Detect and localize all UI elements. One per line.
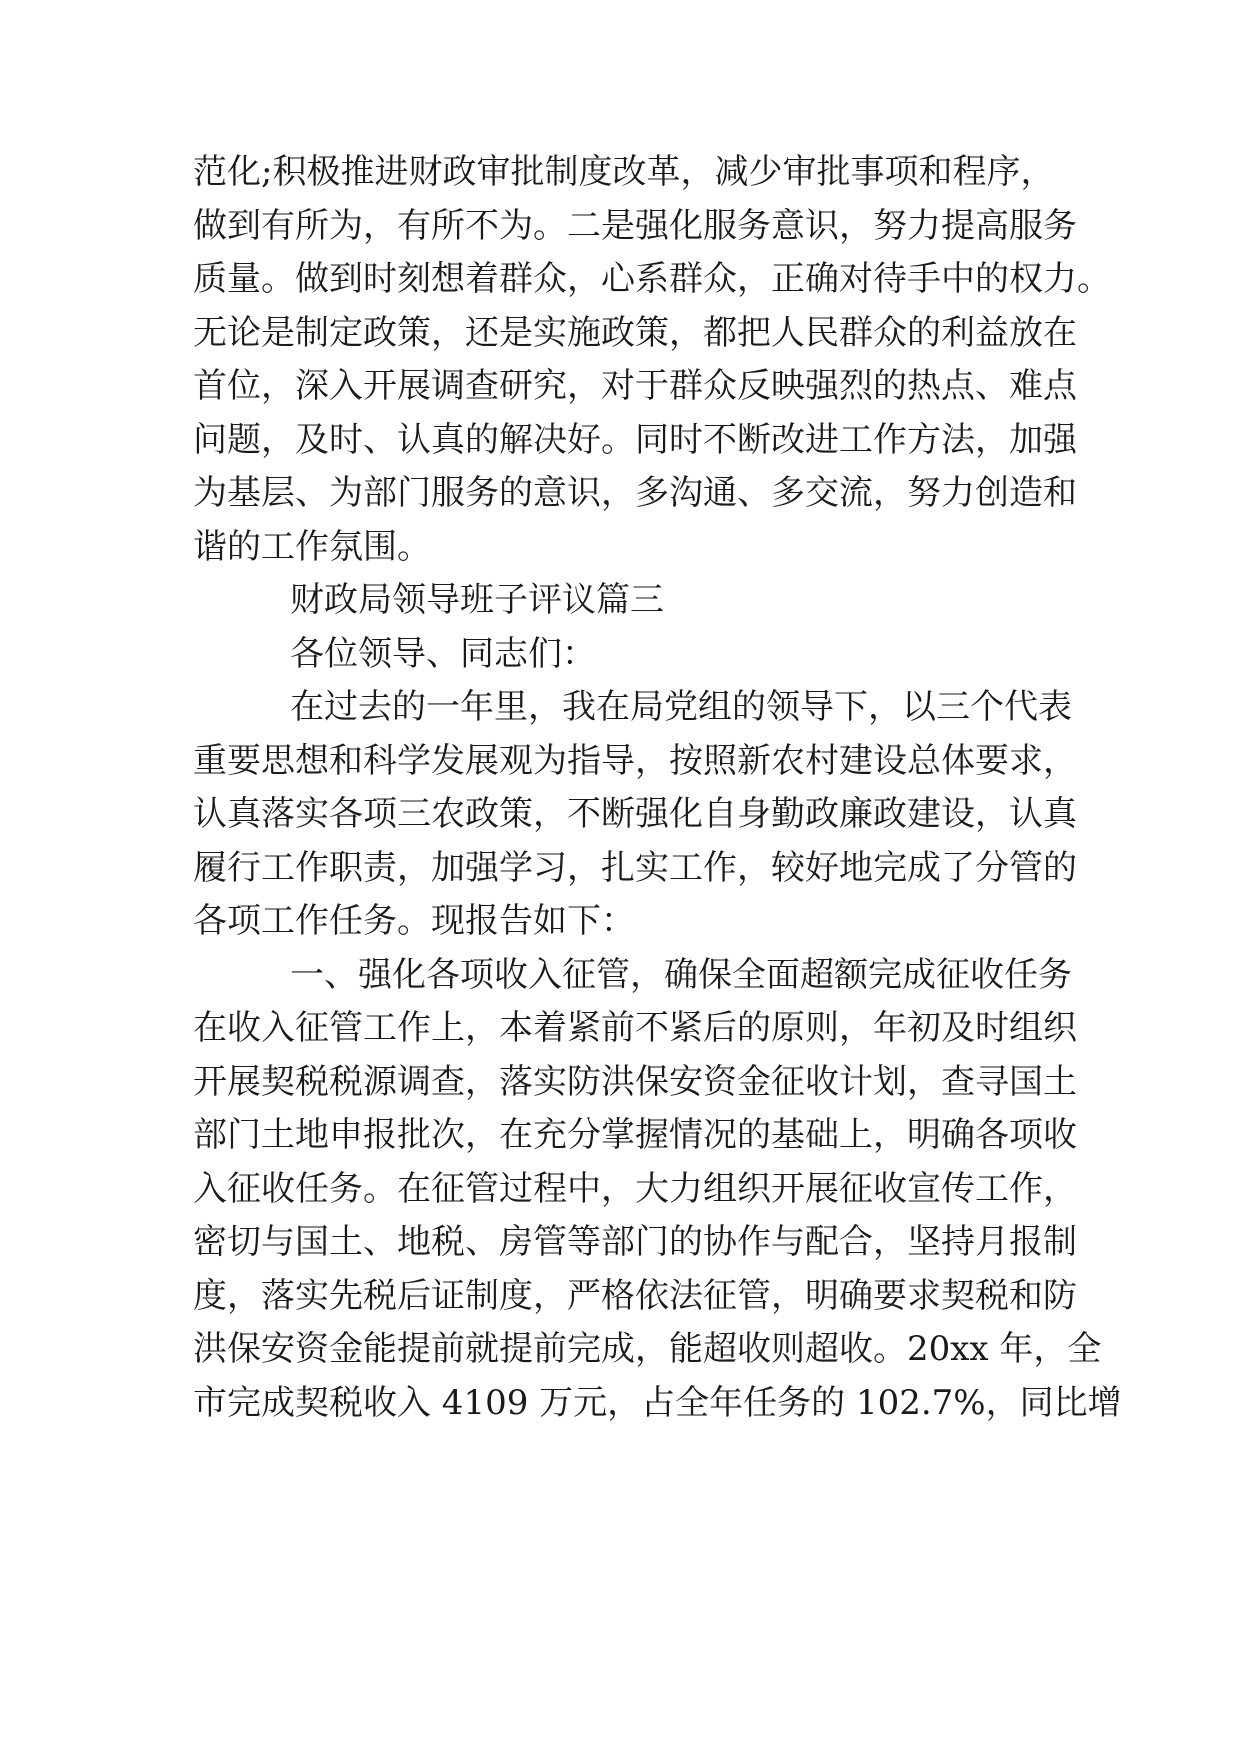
body-text-line: 做到有所为，有所不为。二是强化服务意识，努力提高服务 (193, 206, 1077, 246)
subsection-heading: 一、强化各项收入征管，确保全面超额完成征收任务 (290, 955, 1072, 995)
section-heading: 财政局领导班子评议篇三 (290, 580, 664, 620)
body-text-line: 无论是制定政策，还是实施政策，都把人民群众的利益放在 (193, 313, 1077, 353)
body-text-line: 在收入征管工作上，本着紧前不紧后的原则，年初及时组织 (193, 1008, 1077, 1048)
salutation: 各位领导、同志们： (290, 634, 596, 674)
body-text-line: 密切与国土、地税、房管等部门的协作与配合，坚持月报制 (193, 1222, 1077, 1262)
body-text-line: 谐的工作氛围。 (193, 527, 431, 567)
body-text-line: 认真落实各项三农政策，不断强化自身勤政廉政建设，认真 (193, 794, 1077, 834)
body-text-line: 履行工作职责，加强学习，扎实工作，较好地完成了分管的 (193, 848, 1077, 888)
body-text-line: 入征收任务。在征管过程中，大力组织开展征收宣传工作， (193, 1169, 1077, 1209)
body-text-line: 洪保安资金能提前就提前完成，能超收则超收。20xx 年，全 (193, 1329, 1102, 1369)
body-text-line: 首位，深入开展调查研究，对于群众反映强烈的热点、难点 (193, 366, 1077, 406)
body-text-line: 范化;积极推进财政审批制度改革，减少审批事项和程序， (193, 152, 1055, 192)
body-text-line: 开展契税税源调查，落实防洪保安资金征收计划，查寻国土 (193, 1062, 1077, 1102)
body-text-line: 市完成契税收入 4109 万元，占全年任务的 102.7%，同比增 (193, 1383, 1122, 1423)
body-text-line: 各项工作任务。现报告如下： (193, 901, 635, 941)
body-text-line: 部门土地申报批次，在充分掌握情况的基础上，明确各项收 (193, 1115, 1077, 1155)
body-text-line: 质量。做到时刻想着群众，心系群众，正确对待手中的权力。 (193, 259, 1111, 299)
body-text-line: 度，落实先税后证制度，严格依法征管，明确要求契税和防 (193, 1276, 1077, 1316)
body-text-line: 问题，及时、认真的解决好。同时不断改进工作方法，加强 (193, 420, 1077, 460)
paragraph-first-line: 在过去的一年里，我在局党组的领导下，以三个代表 (290, 687, 1072, 727)
body-text-line: 重要思想和科学发展观为指导，按照新农村建设总体要求， (193, 741, 1077, 781)
body-text-line: 为基层、为部门服务的意识，多沟通、多交流，努力创造和 (193, 473, 1077, 513)
